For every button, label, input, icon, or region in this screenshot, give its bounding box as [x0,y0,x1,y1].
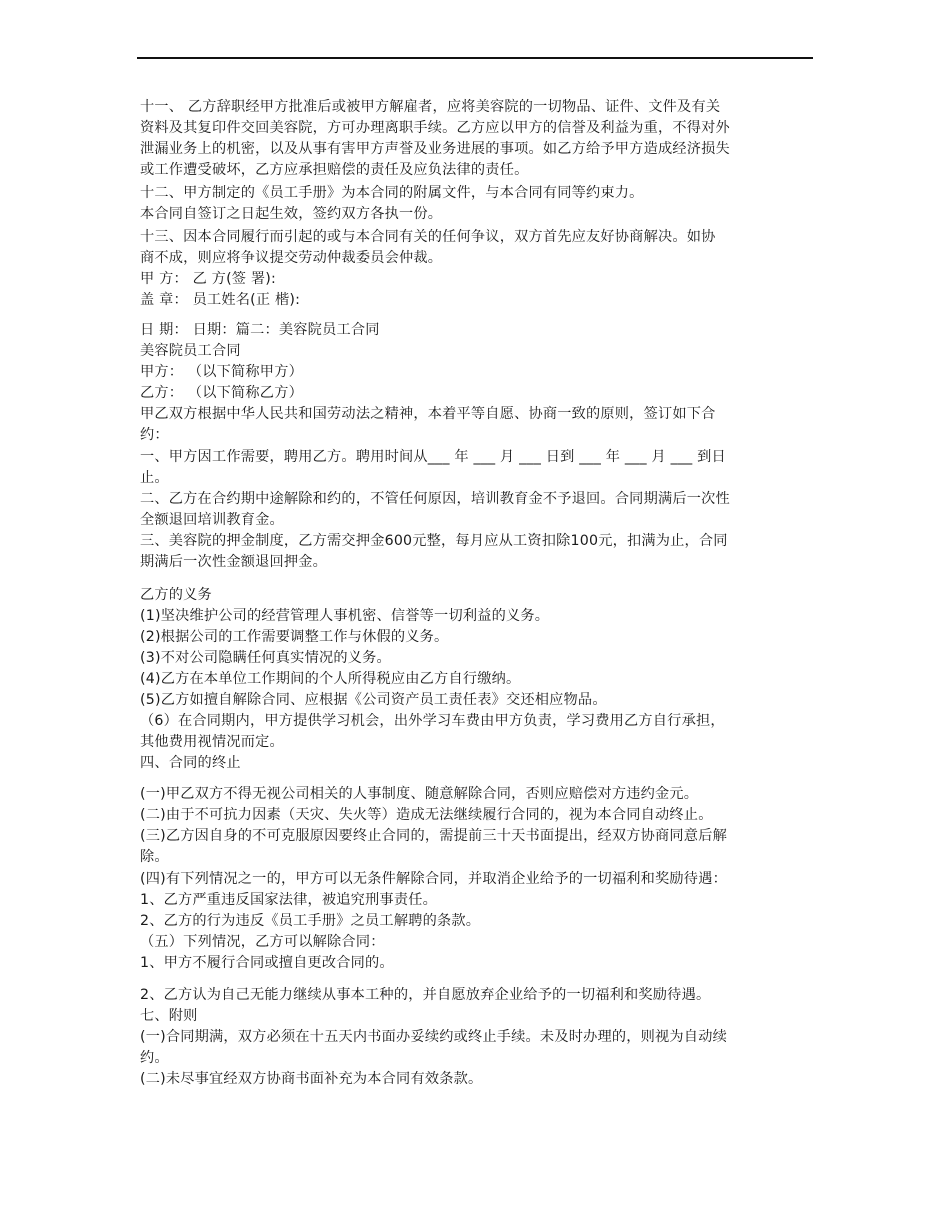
text-line: 一、甲方因工作需要，聘用乙方。聘用时间从___ 年 ___ 月 ___ 日到 ___ 年 ___ 月 ___ 到日 [140,449,726,465]
text-line: 资料及其复印件交回美容院，方可办理离职手续。乙方应以甲方的信誉及利益为重，不得对外 [140,120,730,136]
text-line: （6）在合同期内，甲方提供学习机会，出外学习车费由甲方负责，学习费用乙方自行承担， [140,713,725,729]
text-line: (四)有下列情况之一的，甲方可以无条件解除合同，并取消企业给予的一切福利和奖励待遇： [140,871,727,887]
text-line: 盖 章： 员工姓名(正 楷): [140,292,301,308]
header-rule [137,57,813,59]
text-line: 泄漏业务上的机密，以及从事有害甲方声誉及业务进展的事项。如乙方给予甲方造成经济损失 [140,141,730,157]
text-line: (3)不对公司隐瞒任何真实情况的义务。 [140,650,391,666]
text-line: 除。 [140,849,169,865]
text-line: 乙方的义务 [140,587,212,603]
text-line: 十三、因本合同履行而引起的或与本合同有关的任何争议，双方首先应友好协商解决。如协 [140,229,716,245]
text-line: 止。 [140,470,169,486]
text-line: 1、甲方不履行合同或擅自更改合同的。 [140,955,394,971]
text-line: 1、乙方严重违反国家法律，被追究刑事责任。 [140,892,437,908]
text-line: 甲 方： 乙 方(签 署): [140,271,277,287]
text-line: (2)根据公司的工作需要调整工作与休假的义务。 [140,629,449,645]
text-line: 本合同自签订之日起生效，签约双方各执一份。 [140,206,443,222]
text-line: 全额退回培训教育金。 [140,512,284,528]
text-line: 其他费用视情况而定。 [140,734,284,750]
text-line: 三、美容院的押金制度，乙方需交押金600元整，每月应从工资扣除100元，扣满为止，合同 [140,533,728,549]
text-line: 二、乙方在合约期中途解除和约的，不管任何原因，培训教育金不予退回。合同期满后一次性 [140,491,730,507]
text-line: （五）下列情况，乙方可以解除合同： [140,934,385,950]
text-line: (三)乙方因自身的不可克服原因要终止合同的，需提前三十天书面提出，经双方协商同意后解 [140,828,727,844]
text-line: 甲方： （以下简称甲方） [140,364,303,380]
text-line: (5)乙方如擅自解除合同、应根据《公司资产员工责任表》交还相应物品。 [140,692,607,708]
text-line: 美容院员工合同 [140,343,241,359]
text-line: 四、合同的终止 [140,755,241,771]
text-line: 日 期： 日期：篇二：美容院员工合同 [140,322,380,338]
text-line: 或工作遭受破坏，乙方应承担赔偿的责任及应负法律的责任。 [140,162,529,178]
text-line: 十一、 乙方辞职经甲方批准后或被甲方解雇者，应将美容院的一切物品、证件、文件及有关 [140,99,721,115]
text-line: 商不成，则应将争议提交劳动仲裁委员会仲裁。 [140,250,443,266]
text-line: 约： [140,427,169,443]
text-line: (二)未尽事宜经双方协商书面补充为本合同有效条款。 [140,1071,483,1087]
text-line: (一)合同期满，双方必须在十五天内书面办妥续约或终止手续。未及时办理的，则视为自动续 [140,1029,727,1045]
text-line: 七、附则 [140,1008,198,1024]
text-line: 期满后一次性金额退回押金。 [140,554,328,570]
text-line: (4)乙方在本单位工作期间的个人所得税应由乙方自行缴纳。 [140,671,521,687]
text-line: (二)由于不可抗力因素（天灾、失火等）造成无法继续履行合同的，视为本合同自动终止。 [140,807,713,823]
text-line: 乙方： （以下简称乙方） [140,385,303,401]
text-line: 十二、甲方制定的《员工手册》为本合同的附属文件，与本合同有同等约束力。 [140,185,644,201]
text-line: 甲乙双方根据中华人民共和国劳动法之精神，本着平等自愿、协商一致的原则，签订如下合 [140,406,716,422]
text-line: 2、乙方的行为违反《员工手册》之员工解聘的条款。 [140,913,481,929]
text-line: 2、乙方认为自己无能力继续从事本工种的，并自愿放弃企业给予的一切福利和奖励待遇。 [140,987,711,1003]
text-line: (一)甲乙双方不得无视公司相关的人事制度、随意解除合同，否则应赔偿对方违约金元。 [140,786,699,802]
text-line: (1)坚决维护公司的经营管理人事机密、信誉等一切利益的义务。 [140,608,550,624]
text-line: 约。 [140,1050,169,1066]
